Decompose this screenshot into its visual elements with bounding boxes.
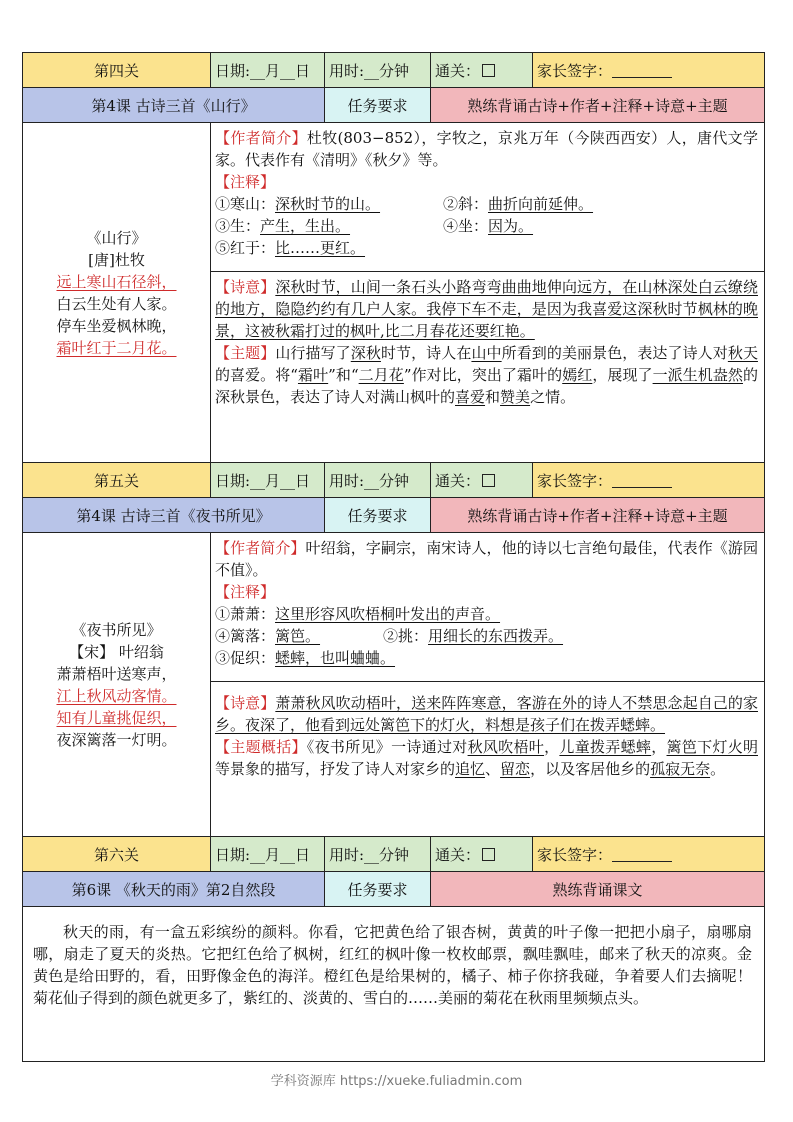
level-title: 第六关 (23, 837, 211, 872)
task-label: 任务要求 (325, 872, 431, 907)
poem-line: 霜叶红于二月花。 (56, 338, 177, 357)
notes-line: ①萧萧：这里形容风吹梧桐叶发出的声音。 (215, 605, 501, 623)
poem-line: 远上寒山石径斜， (56, 272, 177, 291)
pass-field (431, 53, 533, 88)
notes-line: ⑤红于：比……更红。 (215, 239, 366, 257)
meaning-text: 萧萧秋风吹动梧叶，送来阵阵寒意，客游在外的诗人不禁思念起自己的家乡。夜深了，他看到远处篱笆下的灯火，料想是孩子们在拨弄蟋蟀。 (215, 694, 758, 734)
poem-author: 【宋】 叶绍翁 (69, 642, 164, 661)
signature-line[interactable] (612, 473, 672, 488)
worksheet-table (22, 52, 765, 1062)
lesson-row (23, 498, 765, 533)
footer-source: 学科资源库 https://xueke.fuliadmin.com (270, 1074, 523, 1089)
parent-sign-label: 家长签字： (537, 845, 613, 864)
meaning-theme-cell (211, 272, 765, 463)
poem-line: 夜深篱落一灯明。 (56, 730, 177, 749)
pass-field (431, 463, 533, 498)
theme-tag: 【主题】 (215, 344, 276, 362)
task-label: 任务要求 (325, 88, 431, 123)
poem-author: [唐]杜牧 (88, 250, 145, 269)
content-row (23, 907, 765, 1062)
parent-sign-field (533, 463, 765, 498)
signature-line[interactable] (612, 63, 672, 78)
poem-title: 《夜书所见》 (71, 620, 162, 639)
pass-field (431, 837, 533, 872)
theme-paragraph: 【主题概括】《夜书所见》一诗通过对秋风吹梧叶，儿童拨弄蟋蟀，篱笆下灯火明等景象的描写，抒发了诗人对家乡的追忆、留恋，以及客居他乡的孤寂无奈。 (215, 738, 758, 778)
poem-title: 《山行》 (86, 228, 147, 247)
date-field: 日期:__月__日 (211, 53, 325, 88)
meaning-text: 深秋时节，山间一条石头小路弯弯曲曲地伸向远方，在山林深处白云缭绕的地方，隐隐约约有几户人家。我停下车不走，是因为我喜爱这深秋时节枫林的晚景，这被秋霜打过的枫叶,比二月春花还要红艳。 (215, 278, 758, 340)
level-title: 第五关 (23, 463, 211, 498)
pass-checkbox[interactable] (482, 848, 495, 861)
lesson-title: 第4课 古诗三首《夜书所见》 (23, 498, 325, 533)
signature-line[interactable] (612, 847, 672, 862)
content-row (23, 123, 765, 272)
poem-cell (23, 533, 211, 837)
notes-line: ④篱落：篱笆。 ②挑：用细长的东西拨弄。 (215, 627, 564, 645)
parent-sign-label: 家长签字： (537, 471, 613, 490)
date-field: 日期:__月__日 (211, 463, 325, 498)
author-notes-cell (211, 123, 765, 272)
parent-sign-field (533, 837, 765, 872)
poem-line: 停车坐爱枫林晚， (56, 316, 177, 335)
time-field: 用时:__分钟 (325, 53, 431, 88)
poem-line: 知有儿童挑促织， (56, 708, 177, 727)
author-text: 杜牧(803−852），字牧之，京兆万年（今陕西西安）人，唐代文学家。代表作有《清明》《秋夕》等。 (215, 129, 758, 169)
author-tag: 【作者简介】 (215, 539, 306, 557)
pass-label: 通关： (435, 471, 481, 490)
pass-label: 通关： (435, 845, 481, 864)
pass-checkbox[interactable] (482, 64, 495, 77)
lesson-row (23, 872, 765, 907)
notes-tag: 【注释】 (215, 173, 276, 191)
parent-sign-field (533, 53, 765, 88)
theme-tag: 【主题概括】 (215, 738, 307, 756)
meaning-tag: 【诗意】 (215, 278, 276, 296)
lesson-title: 第4课 古诗三首《山行》 (23, 88, 325, 123)
parent-sign-label: 家长签字： (537, 61, 613, 80)
date-field: 日期:__月__日 (211, 837, 325, 872)
level-title: 第四关 (23, 53, 211, 88)
theme-paragraph: 【主题】山行描写了深秋时节，诗人在山中所看到的美丽景色，表达了诗人对秋天的喜爱。将“霜叶”和“二月花”作对比，突出了霜叶的嫣红，展现了一派生机盎然的深秋景色，表达了诗人对满山枫叶的喜爱和赞美之情。 (215, 344, 758, 406)
task-text: 熟练背诵课文 (431, 872, 765, 907)
poem-line: 白云生处有人家。 (56, 294, 177, 313)
poem-line: 萧萧梧叶送寒声， (56, 664, 177, 683)
task-label: 任务要求 (325, 498, 431, 533)
level-header-row (23, 53, 765, 88)
notes-line: ③促织：蟋蟀，也叫蛐蛐。 (215, 649, 396, 667)
task-text: 熟练背诵古诗+作者+注释+诗意+主题 (431, 498, 765, 533)
essay-text: 秋天的雨，有一盒五彩缤纷的颜料。你看，它把黄色给了银杏树，黄黄的叶子像一把把小扇子，扇哪扇哪，扇走了夏天的炎热。它把红色给了枫树，红红的枫叶像一枚枚邮票，飘哇飘哇，邮来了秋天的凉爽。金黄色是给田野的，看，田野像金色的海洋。橙红色是给果树的，橘子、柿子你挤我碰，争着要人们去摘呢！菊花仙子得到的颜色就更多了，紫红的、淡黄的、雪白的……美丽的菊花在秋雨里频频点头。 (33, 923, 752, 1007)
poem-cell (23, 123, 211, 463)
lesson-title: 第6课 《秋天的雨》第2自然段 (23, 872, 325, 907)
pass-label: 通关： (435, 61, 481, 80)
meaning-tag: 【诗意】 (215, 694, 276, 712)
task-text: 熟练背诵古诗+作者+注释+诗意+主题 (431, 88, 765, 123)
meaning-theme-cell (211, 682, 765, 837)
lesson-row (23, 88, 765, 123)
time-field: 用时:__分钟 (325, 837, 431, 872)
notes-line: ①寒山：深秋时节的山。 ②斜：曲折向前延伸。 (215, 195, 594, 213)
poem-line: 江上秋风动客情。 (56, 686, 177, 705)
time-field: 用时:__分钟 (325, 463, 431, 498)
level-header-row (23, 837, 765, 872)
level-header-row (23, 463, 765, 498)
content-row (23, 533, 765, 682)
author-notes-cell (211, 533, 765, 682)
essay-cell (23, 907, 765, 1062)
author-tag: 【作者简介】 (215, 129, 307, 147)
author-text: 叶绍翁，字嗣宗，南宋诗人，他的诗以七言绝句最佳，代表作《游园不值》。 (215, 539, 758, 579)
notes-line: ③生：产生，生出。 ④坐：因为。 (215, 217, 534, 235)
notes-tag: 【注释】 (215, 583, 276, 601)
pass-checkbox[interactable] (482, 474, 495, 487)
